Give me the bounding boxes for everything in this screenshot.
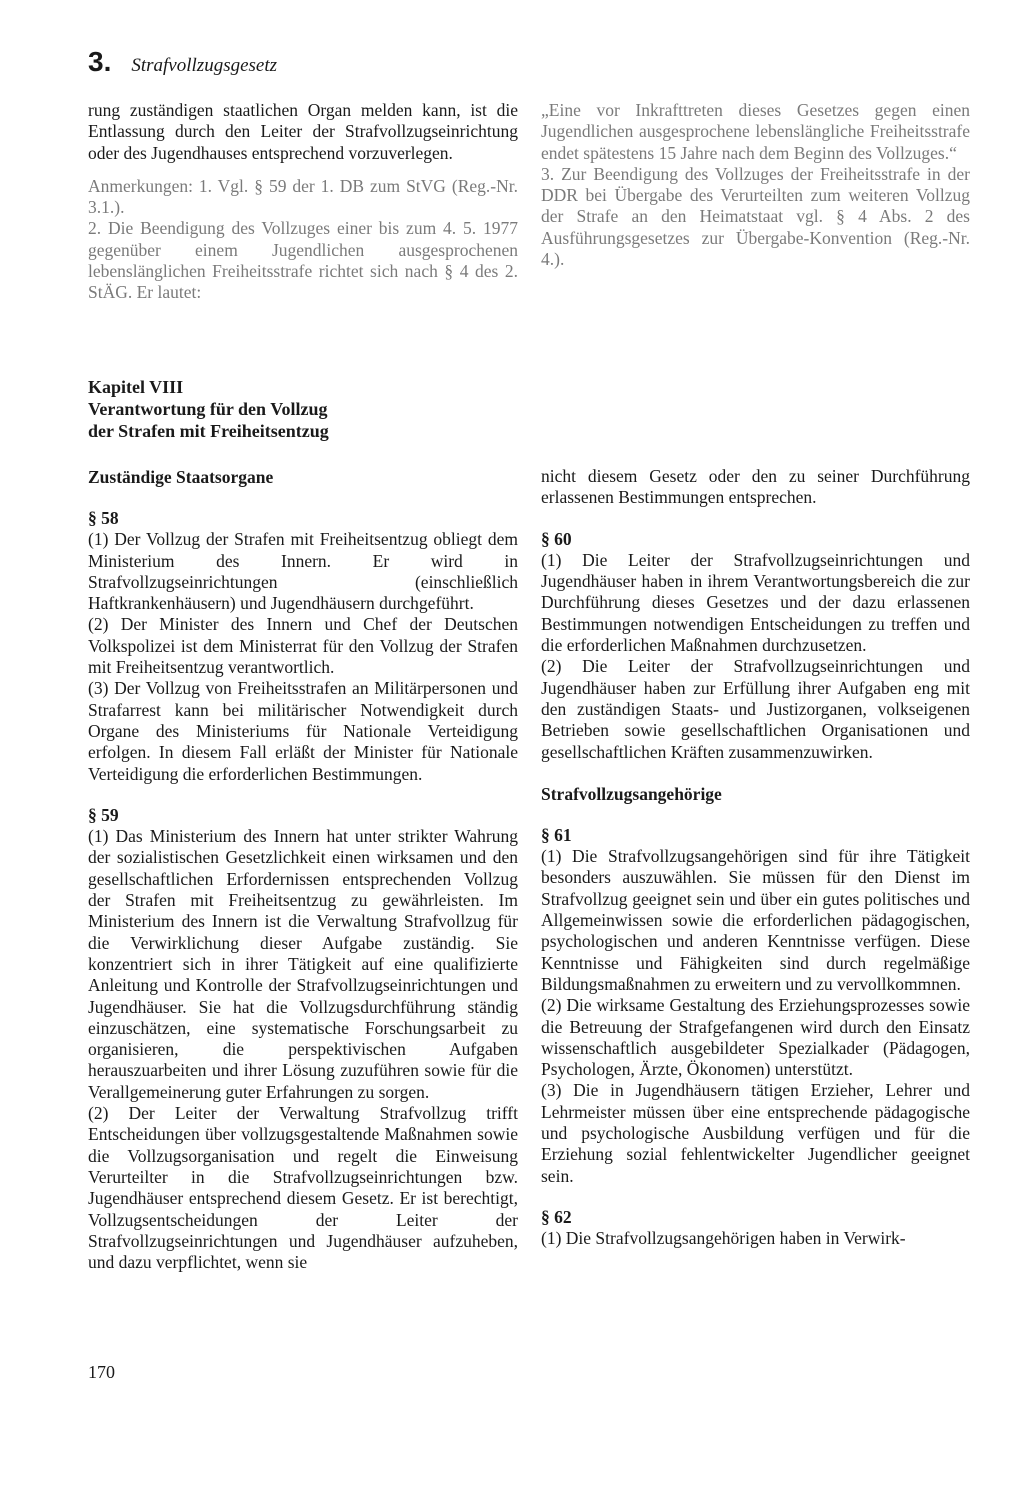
section-59-title: § 59 [88, 804, 119, 825]
section-60-para-1: (1) Die Leiter der Strafvollzugseinrichtungen und Jugendhäuser haben in ihrem Verantwortungsbereich die zur Durchführung dieses Gesetzes und der dazu erlassenen Bestimmungen notwendigen Entscheidungen zu treffen und die erforderlichen Maßnahmen durchzusetzen. [541, 549, 970, 656]
running-header [88, 46, 277, 78]
section-58-para-3: (3) Der Vollzug von Freiheitsstrafen an Militärpersonen und Strafarrest kann bei militärischer Notwendigkeit durch Organe des Ministeriums für Nationale Verteidigung erfolgen. In diesem Fall erläßt der Minister für Nationale Verteidigung die erforderlichen Bestimmungen. [88, 678, 518, 784]
chapter-label: Kapitel VIII [88, 377, 184, 397]
subheading-staatsorgane: Zuständige Staatsorgane [88, 467, 274, 487]
right-column [541, 466, 970, 1250]
quoted-law-text: „Eine vor Inkrafttreten dieses Gesetzes gegen einen Jugendlichen ausgesprochene lebenslängliche Freiheitsstrafe endet spätestens 15 Jahre nach dem Beginn des Vollzuges.“ [541, 100, 970, 163]
section-62-para-1: (1) Die Strafvollzugsangehörigen haben in Verwirk- [541, 1228, 906, 1249]
chapter-number: 3. [88, 46, 112, 77]
section-58-para-2: (2) Der Minister des Innern und Chef der Deutschen Volkspolizei ist dem Ministerrat für den Vollzug der Strafen mit Freiheitsentzug verantwortlich. [88, 614, 518, 678]
section-60-para-2: (2) Die Leiter der Strafvollzugseinrichtungen und Jugendhäuser haben zur Erfüllung ihrer Aufgaben eng mit den zuständigen Staats- und Justizorganen, volkseigenen Betrieben sowie gesellschaftlichen Organisationen und gesellschaftlichen Kräften zusammenzuwirken. [541, 656, 970, 762]
annotation-2: 2. Die Beendigung des Vollzuges einer bis zum 4. 5. 1977 gegenüber einem Jugendlichen ausgesprochenen lebenslänglichen Freiheitsstrafe richtet sich nach § 4 des 2. StÄG. Er lautet: [88, 218, 518, 303]
chapter-title-line-1: Verantwortung für den Vollzug [88, 399, 328, 419]
continued-paragraph: rung zuständigen staatlichen Organ melden kann, ist die Entlassung durch den Leiter der Strafvollzugseinrichtung oder des Jugendhauses entsprechend vorzuverlegen. [88, 100, 518, 163]
chapter-title-line-2: der Strafen mit Freiheitsentzug [88, 421, 329, 441]
section-59-para-1: (1) Das Ministerium des Innern hat unter strikter Wahrung der sozialistischen Gesetzlichkeit einen wirksamen und den gesellschaftlichen Erfordernissen entsprechenden Vollzug der Strafen mit Freiheitsentzug zu gewährleisten. Im Ministerium des Innern ist die Verwaltung Strafvollzug für die Verwirklichung dieser Aufgabe zuständig. Sie konzentriert sich in ihrer Tätigkeit auf eine qualifizierte Anleitung und Kontrolle der Strafvollzugseinrichtungen und Jugendhäuser. Sie hat die Vollzugsdurchführung ständig einzuschätzen, eine systematische Forschungsarbeit zu organisieren, die perspektivischen Aufgaben herauszuarbeiten und ihrer Lösung zuzuführen sowie für die Verallgemeinerung guter Erfahrungen zu sorgen. [88, 826, 518, 1102]
left-column [88, 466, 518, 1273]
annotation-1: Anmerkungen: 1. Vgl. § 59 der 1. DB zum StVG (Reg.-Nr. 3.1.). [88, 175, 518, 218]
section-62-title: § 62 [541, 1206, 572, 1227]
chapter-heading [88, 376, 518, 442]
annotation-3: 3. Zur Beendigung des Vollzuges der Freiheitsstrafe in der DDR bei Übergabe des Verurteilten zum weiteren Vollzug der Strafe an den Heimatstaat vgl. § 4 Abs. 2 des Ausführungsgesetzes zur Übergabe-Konvention (Reg.-Nr. 4.). [541, 163, 970, 270]
section-58-title: § 58 [88, 508, 119, 528]
continued-paragraph-right: nicht diesem Gesetz oder den zu seiner Durchführung erlassenen Bestimmungen entsprechen. [541, 466, 970, 508]
top-right-block [541, 100, 970, 270]
section-61-para-2: (2) Die wirksame Gestaltung des Erziehungsprozesses sowie die Betreuung der Strafgefangenen wird durch den Einsatz wissenschaftlich ausgebildeter Spezialkader (Pädagogen, Psychologen, Ärzte, Ökonomen) unterstützt. [541, 995, 970, 1080]
section-58-para-1: (1) Der Vollzug der Strafen mit Freiheitsentzug obliegt dem Ministerium des Innern. Er wird in Strafvollzugseinrichtungen (einschließlich Haftkrankenhäusern) und Jugendhäusern durchgeführt. [88, 529, 518, 614]
section-61-title: § 61 [541, 824, 572, 845]
section-59-para-2: (2) Der Leiter der Verwaltung Strafvollzug trifft Entscheidungen über vollzugsgestaltende Maßnahmen sowie die Vollzugsorganisation und regelt die Einweisung Verurteilter in die Strafvollzugseinrichtungen bzw. Jugendhäuser entsprechend diesem Gesetz. Er ist berechtigt, Vollzugsentscheidungen der Leiter der Strafvollzugseinrichtungen und Jugendhäuser aufzuheben, und dazu verpflichtet, wenn sie [88, 1103, 518, 1273]
section-60-title: § 60 [541, 528, 572, 549]
section-61-para-3: (3) Die in Jugendhäusern tätigen Erzieher, Lehrer und Lehrmeister müssen über eine entsprechende pädagogische und psychologische Ausbildung verfügen und für die Erziehung sozial fehlentwickelter Jugendlicher geeignet sein. [541, 1080, 970, 1186]
section-61-para-1: (1) Die Strafvollzugsangehörigen sind für ihre Tätigkeit besonders auszuwählen. Sie müssen für den Dienst im Strafvollzug geeignet sein und über ein gutes politisches und Allgemeinwissen sowie die erforderlichen pädagogischen, psychologischen und anderen Kenntnisse verfügen. Diese Kenntnisse und Fähigkeiten sind durch regelmäßige Bildungsmaßnahmen zu erweitern und zu vervollkommnen. [541, 846, 970, 994]
page-number: 170 [88, 1362, 115, 1382]
running-title: Strafvollzugsgesetz [131, 55, 278, 76]
subheading-strafvollzugsangehoerige: Strafvollzugsangehörige [541, 783, 722, 804]
top-left-block [88, 100, 518, 304]
